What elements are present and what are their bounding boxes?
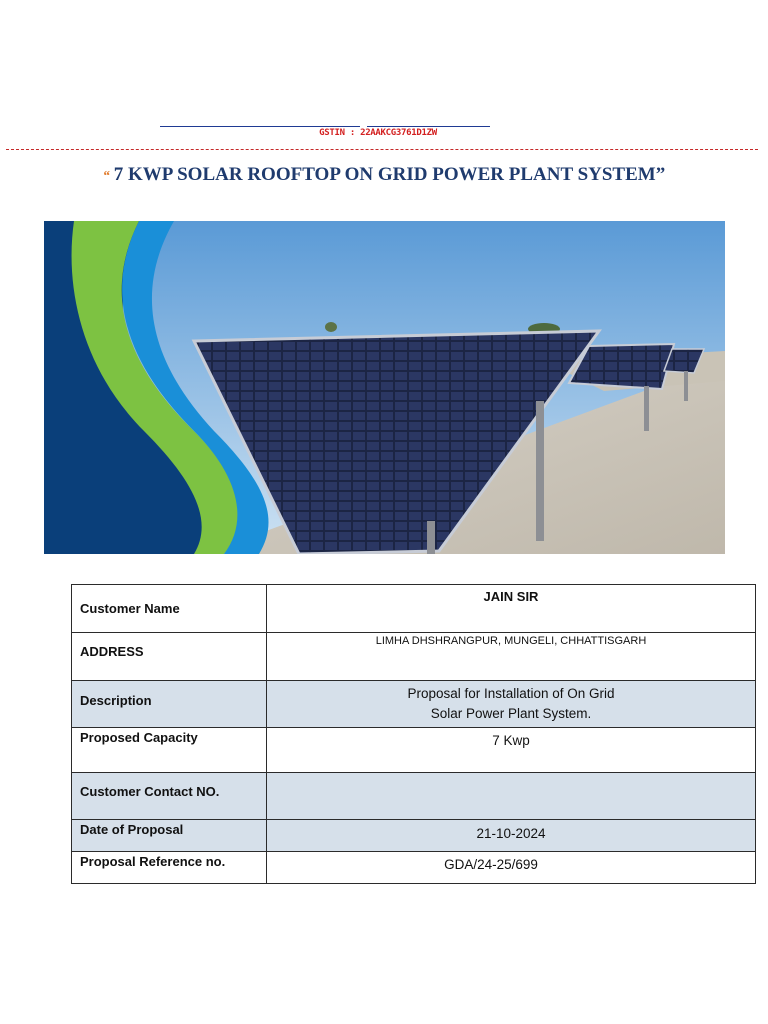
reference-label: Proposal Reference no. bbox=[72, 852, 267, 884]
date-label: Date of Proposal bbox=[72, 820, 267, 852]
description-line-2: Solar Power Plant System. bbox=[430, 706, 592, 721]
table-row bbox=[72, 681, 756, 728]
document-title bbox=[0, 164, 768, 186]
reference-value: GDA/24-25/699 bbox=[267, 852, 756, 884]
table-row bbox=[72, 728, 756, 773]
table-row bbox=[72, 633, 756, 681]
customer-name-label: Customer Name bbox=[72, 585, 267, 633]
proposal-details-table bbox=[71, 584, 756, 884]
table-row bbox=[72, 820, 756, 852]
header-line-left bbox=[160, 126, 360, 127]
header-divider bbox=[6, 149, 758, 150]
contact-label: Customer Contact NO. bbox=[72, 773, 267, 820]
description-line-1: Proposal for Installation of On Grid bbox=[407, 686, 615, 701]
table-row bbox=[72, 585, 756, 633]
title-text: 7 KWP SOLAR ROOFTOP ON GRID POWER PLANT SYSTEM” bbox=[113, 164, 666, 185]
table-row bbox=[72, 852, 756, 884]
capacity-value: 7 Kwp bbox=[267, 728, 756, 773]
header-line-right bbox=[367, 126, 490, 127]
address-label: ADDRESS bbox=[72, 633, 267, 681]
contact-value bbox=[267, 773, 756, 820]
title-open-quote: “ bbox=[102, 169, 110, 184]
gstin-number: GSTIN : 22AAKCG3761D1ZW bbox=[319, 128, 437, 138]
solar-panel-banner-image bbox=[44, 221, 725, 554]
table-row bbox=[72, 773, 756, 820]
customer-name-value: JAIN SIR bbox=[267, 585, 756, 633]
description-label: Description bbox=[72, 681, 267, 728]
description-value bbox=[267, 681, 756, 728]
date-value: 21-10-2024 bbox=[267, 820, 756, 852]
address-value: LIMHA DHSHRANGPUR, MUNGELI, CHHATTISGARH bbox=[267, 633, 756, 681]
capacity-label: Proposed Capacity bbox=[72, 728, 267, 773]
